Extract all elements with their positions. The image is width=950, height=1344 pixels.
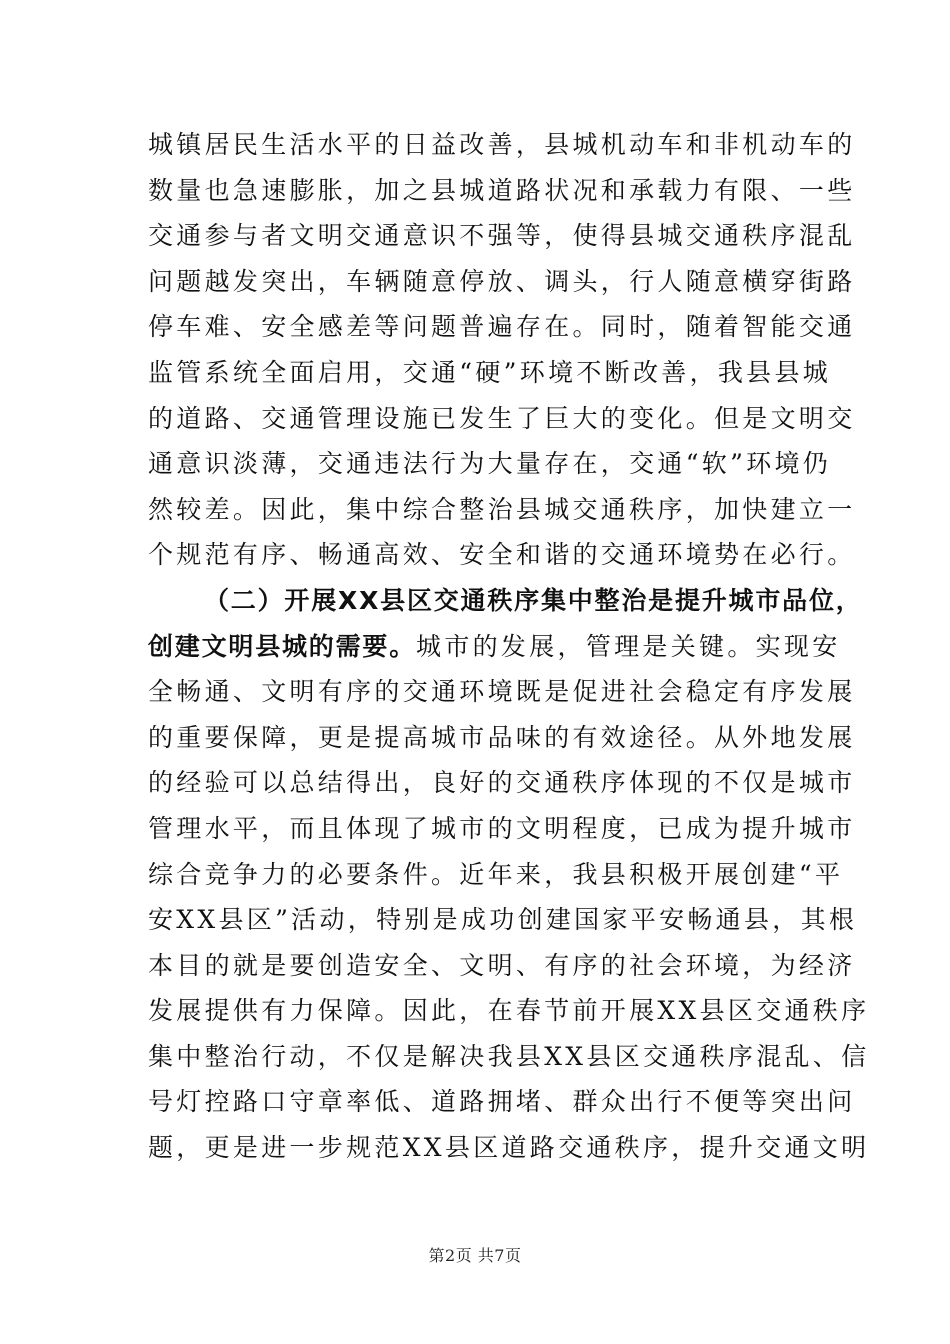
paragraph-2-line-1: 城市的发展，管理是关键。实现安 [416,631,841,661]
paragraph-2-line-4: 的经验可以总结得出，良好的交通秩序体现的不仅是城市 [148,768,856,798]
paragraph-1-line-10: 个规范有序、畅通高效、安全和谐的交通环境势在必行。 [148,540,856,570]
paragraph-1-line-6: 监管系统全面启用，交通“硬”环境不断改善，我县县城 [148,357,832,387]
page-footer [0,1243,950,1266]
paragraph-2-line-12: 题，更是进一步规范XX县区道路交通秩序，提升交通文明 [148,1133,870,1163]
paragraph-2-line-7: 安XX县区”活动，特别是成功创建国家平安畅通县，其根 [148,905,858,935]
paragraph-2-line-11: 号灯控路口守章率低、道路拥堵、群众出行不便等突出问 [148,1087,856,1117]
paragraph-2-line-8: 本目的就是要创造安全、文明、有序的社会环境，为经济 [148,950,856,980]
paragraph-1-line-3: 交通参与者文明交通意识不强等，使得县城交通秩序混乱 [148,221,856,251]
paragraph-2-line-2: 全畅通、文明有序的交通环境既是促进社会稳定有序发展 [148,677,856,707]
section-heading-line-2 [148,624,841,670]
paragraph-2-line-10: 集中整治行动，不仅是解决我县XX县区交通秩序混乱、信 [148,1041,870,1071]
paragraph-1-line-8: 通意识淡薄，交通违法行为大量存在，交通“软”环境仍 [148,449,832,479]
paragraph-1-line-2: 数量也急速膨胀，加之县城道路状况和承载力有限、一些 [148,175,856,205]
document-body [148,122,870,1171]
paragraph-2-line-3: 的重要保障，更是提高城市品味的有效途径。从外地发展 [148,722,856,752]
section-heading-line-1: （二）开展XX县区交通秩序集中整治是提升城市品位， [204,585,863,615]
paragraph-1-line-7: 的道路、交通管理设施已发生了巨大的变化。但是文明交 [148,403,856,433]
paragraph-1-line-4: 问题越发突出，车辆随意停放、调头，行人随意横穿街路 [148,266,856,296]
paragraph-1-line-1: 城镇居民生活水平的日益改善，县城机动车和非机动车的 [148,130,856,159]
paragraph-1-line-5: 停车难、安全感差等问题普遍存在。同时，随着智能交通 [148,312,856,342]
paragraph-2-line-6: 综合竞争力的必要条件。近年来，我县积极开展创建“平 [148,859,844,889]
section-heading-bold-text: 创建文明县城的需要。 [148,631,417,661]
paragraph-2-line-5: 管理水平，而且体现了城市的文明程度，已成为提升城市 [148,813,856,843]
page-number-label: 第2页 共7页 [428,1246,522,1265]
paragraph-1-line-9: 然较差。因此，集中综合整治县城交通秩序，加快建立一 [148,494,856,524]
paragraph-2-line-9: 发展提供有力保障。因此，在春节前开展XX县区交通秩序 [148,996,870,1026]
